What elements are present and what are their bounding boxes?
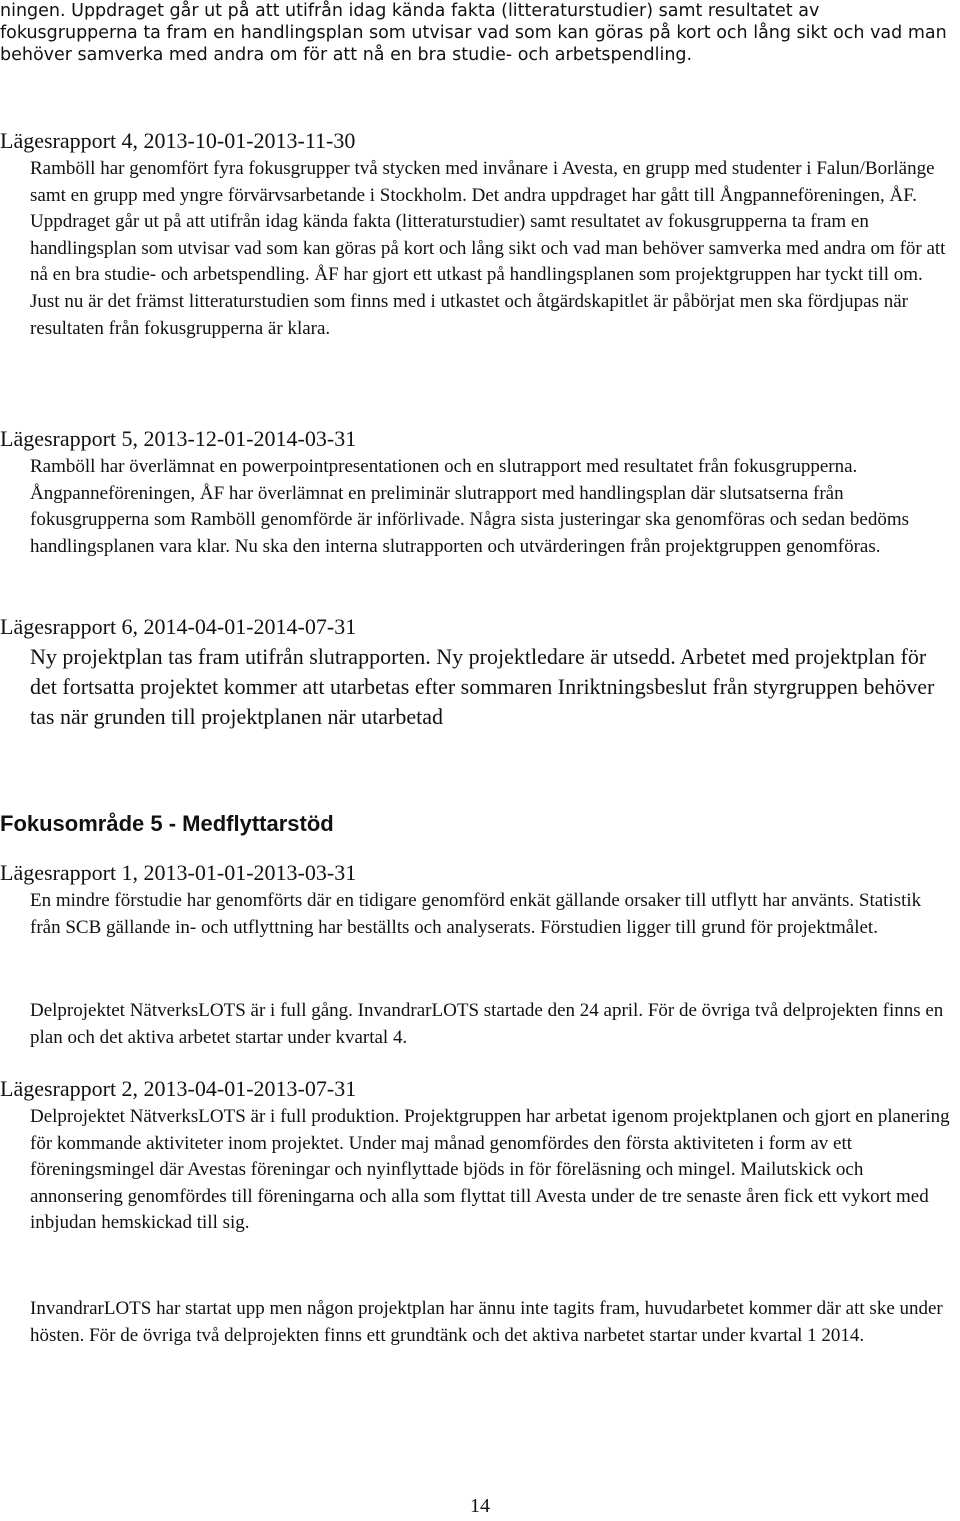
report-paragraph: InvandrarLOTS har startat upp men någon projektplan har ännu inte tagits fram, huvudarbetet kommer där att ske under hösten. För de övriga två delprojekten finns ett grundtänk och det aktiva narbetet startar under kvartal 1 2014. [30, 1298, 943, 1346]
intro-paragraph: ningen. Uppdraget går ut på att utifrån idag kända fakta (litteraturstudier) samt resultatet av fokusgrupperna ta fram en handlingsplan som utvisar vad som kan göras på kort och lång sikt och vad man behöver samverka med andra om för att nå en bra studie- och arbetspendling. [0, 1, 947, 65]
report-heading: Lägesrapport 4, 2013-10-01-2013-11-30 [0, 128, 356, 153]
report-heading: Lägesrapport 5, 2013-12-01-2014-03-31 [0, 426, 357, 451]
report-body: Ramböll har överlämnat en powerpointpresentationen och en slutrapport med resultatet från fokusgrupperna. Ångpanneföreningen, ÅF har överlämnat en preliminär slutrapport med handlingsplan där slutsatserna från fokusgrupperna som Ramböll genomförde är införlivade. Några sista justeringar ska genomföras och sedan bedöms handlingsplanen vara klar. Nu ska den interna slutrapporten och utvärderingen från projektgruppen genomföras. [30, 456, 910, 557]
report-heading: Lägesrapport 1, 2013-01-01-2013-03-31 [0, 860, 357, 885]
report-body: Ramböll har genomfört fyra fokusgrupper två stycken med invånare i Avesta, en grupp med studenter i Falun/Borlänge samt en grupp med yngre förvärvsarbetande i Stockholm. Det andra uppdraget har gått till Ångpanneföreningen, ÅF. Uppdraget går ut på att utifrån idag kända fakta (litteraturstudier) samt resultatet av fokusgrupperna ta fram en handlingsplan som utvisar vad som kan göras på kort och lång sikt och vad man behöver samverka med andra om för att nå en bra studie- och arbetspendling. ÅF har gjort ett utkast på handlingsplanen som projektgruppen har tyckt till om. Just nu är det främst litteraturstudien som finns med i utkastet och åtgärdskapitlet är påbörjat men ska fördjupas när resultaten från fokusgrupperna är klara. [30, 158, 946, 339]
report-paragraph: Delprojektet NätverksLOTS är i full produktion. Projektgruppen har arbetat igenom projektplanen och gjort en planering för kommande aktiviteter inom projektet. Under maj månad genomfördes den första aktiviteten i form av ett föreningsmingel där Avestas föreningar och nyinflyttade bjöds in för föreläsning och mingel. Mailutskick och annonsering genomfördes till föreningarna och alla som flyttat till Avesta under de tre senaste åren fick ett vykort med inbjudan hemskickad till sig. [30, 1106, 950, 1234]
report-heading: Lägesrapport 2, 2013-04-01-2013-07-31 [0, 1076, 357, 1101]
section-title: Fokusområde 5 - Medflyttarstöd [0, 811, 334, 836]
report-heading: Lägesrapport 6, 2014-04-01-2014-07-31 [0, 614, 357, 639]
report-paragraph: En mindre förstudie har genomförts där en tidigare genomförd enkät gällande orsaker till utflytt har använts. Statistik från SCB gällande in- och utflyttning har beställts och analyserats. Förstudien ligger till grund för projektmålet. [30, 890, 922, 938]
report-paragraph: Delprojektet NätverksLOTS är i full gång. InvandrarLOTS startade den 24 april. För de övriga två delprojekten finns en plan och det aktiva arbetet startar under kvartal 4. [30, 1000, 944, 1048]
page-number: 14 [470, 1495, 490, 1517]
report-body: Ny projektplan tas fram utifrån slutrapporten. Ny projektledare är utsedd. Arbetet med projektplan för det fortsatta projektet kommer att utarbetas efter sommaren Inriktningsbeslut från styrgruppen behöver tas när grunden till projektplanen när utarbetad [30, 644, 935, 729]
